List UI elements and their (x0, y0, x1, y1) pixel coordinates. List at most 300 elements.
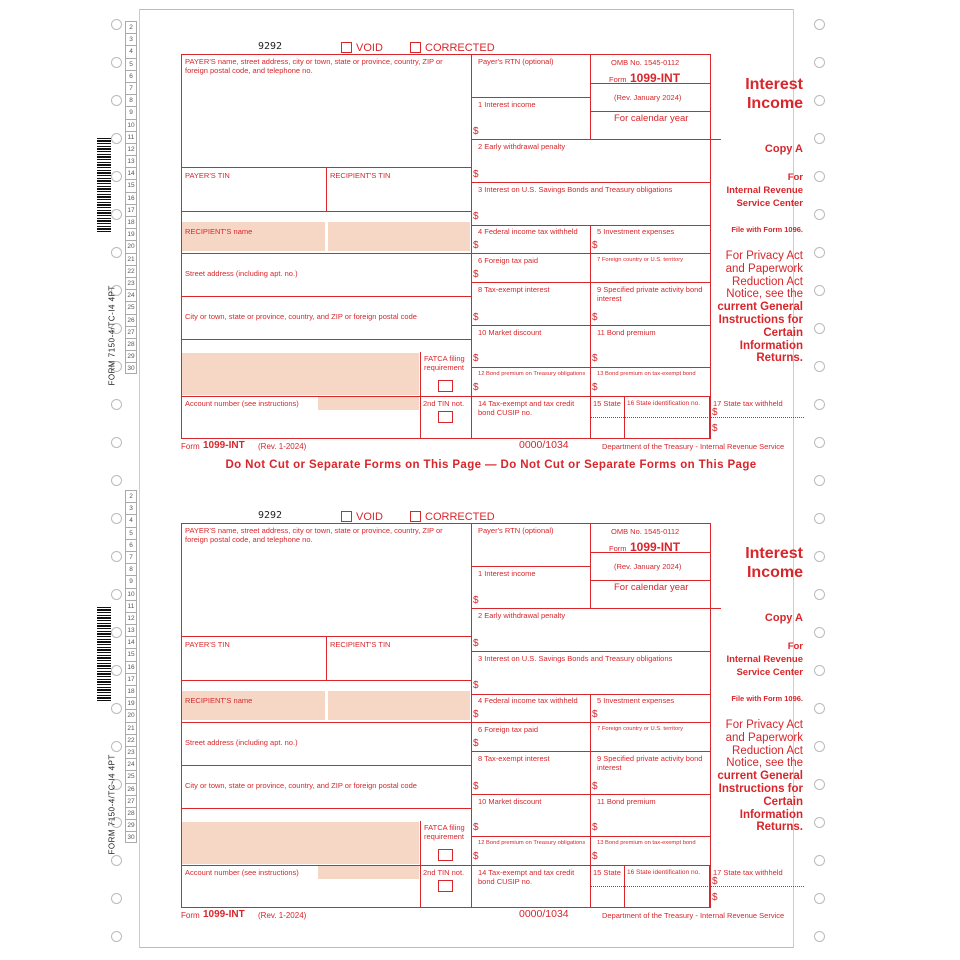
line-number: 8 (125, 563, 137, 575)
box16-label: 16 State identification no. (627, 869, 700, 876)
line-number: 19 (125, 697, 137, 709)
form-code: 9292 (258, 41, 283, 52)
line-number: 21 (125, 253, 137, 265)
divider (590, 694, 591, 908)
line-number: 24 (125, 758, 137, 770)
city-label: City or town, state or province, country, and ZIP or foreign postal code (185, 312, 417, 321)
box6-dollar: $ (473, 738, 479, 749)
tractor-hole (814, 627, 825, 638)
line-number: 21 (125, 722, 137, 734)
privacy-line: Instructions for (718, 313, 803, 326)
box9-dollar: $ (592, 312, 598, 323)
box3-label: 3 Interest on U.S. Savings Bonds and Treasury obligations (478, 654, 673, 663)
title-interest: Interest (745, 545, 803, 562)
box2-label: 2 Early withdrawal penalty (478, 611, 566, 620)
box8-dollar: $ (473, 312, 479, 323)
box5-label: 5 Investment expenses (597, 227, 675, 236)
street-label: Street address (including apt. no.) (185, 738, 298, 747)
line-number: 27 (125, 326, 137, 338)
account-shade (318, 397, 419, 410)
divider (471, 396, 711, 397)
rev-label: (Rev. January 2024) (614, 562, 682, 571)
box1-dollar: $ (473, 595, 479, 606)
tractor-hole (111, 95, 122, 106)
tin2-label: 2nd TIN not. (423, 868, 465, 877)
box17-dollar-1: $ (712, 407, 718, 418)
box7-label: 7 Foreign country or U.S. territory (597, 726, 684, 732)
tractor-hole (814, 323, 825, 334)
void-checkbox[interactable] (341, 42, 352, 53)
tin2-checkbox[interactable] (438, 411, 453, 423)
line-number: 30 (125, 831, 137, 843)
line-number: 7 (125, 551, 137, 563)
tractor-hole (814, 855, 825, 866)
tractor-hole (814, 133, 825, 144)
footer-form-prefix: Form (181, 442, 200, 451)
line-number: 20 (125, 709, 137, 721)
line-number: 18 (125, 216, 137, 228)
form-code: 9292 (258, 510, 283, 521)
box14-label: 14 Tax-exempt and tax credit bond CUSIP no. (478, 868, 575, 886)
divider (590, 523, 591, 608)
privacy-line: Instructions for (718, 782, 803, 795)
tractor-hole (111, 19, 122, 30)
line-number: 22 (125, 734, 137, 746)
payer-rtn-label: Payer's RTN (optional) (478, 57, 554, 66)
divider (471, 367, 711, 368)
divider (181, 636, 471, 637)
irs-line2: Service Center (736, 198, 803, 209)
line-number: 10 (125, 588, 137, 600)
side-form-code: FORM 7150-4/TC-I4 4PT (107, 754, 117, 855)
line-number: 27 (125, 795, 137, 807)
box5-label: 5 Investment expenses (597, 696, 675, 705)
divider (591, 886, 804, 887)
box4-label: 4 Federal income tax withheld (478, 227, 578, 236)
box13-dollar: $ (592, 382, 598, 393)
footer-rev: (Rev. 1-2024) (258, 442, 307, 451)
divider (471, 722, 711, 723)
line-number: 18 (125, 685, 137, 697)
form-name: 1099-INT (630, 71, 681, 85)
calendar-label: For calendar year (614, 113, 689, 124)
divider (181, 296, 471, 297)
city-label: City or town, state or province, country, and ZIP or foreign postal code (185, 781, 417, 790)
box8-label: 8 Tax-exempt interest (478, 754, 550, 763)
divider (471, 836, 711, 837)
divider (181, 211, 471, 212)
divider (471, 182, 711, 183)
file-with-label: File with Form 1096. (731, 694, 803, 703)
box3-dollar: $ (473, 680, 479, 691)
recipient-tin-label: RECIPIENT'S TIN (330, 171, 391, 180)
tractor-hole (111, 893, 122, 904)
omb-label: OMB No. 1545-0112 (611, 527, 680, 536)
line-number: 3 (125, 502, 137, 514)
line-number: 23 (125, 277, 137, 289)
irs-line1: Internal Revenue (726, 654, 803, 665)
divider (471, 253, 711, 254)
corrected-label: CORRECTED (425, 42, 495, 54)
divider (471, 794, 711, 795)
line-number: 7 (125, 82, 137, 94)
footer-cat: 0000/1034 (519, 439, 569, 451)
divider (471, 566, 590, 567)
line-number: 16 (125, 661, 137, 673)
box9-dollar: $ (592, 781, 598, 792)
divider (471, 523, 472, 908)
barcode (97, 607, 111, 702)
file-with-label: File with Form 1096. (731, 225, 803, 234)
privacy-line: Notice, see the (726, 288, 803, 301)
privacy-line: For Privacy Act (725, 719, 803, 731)
tractor-hole (814, 209, 825, 220)
footer-dept: Department of the Treasury - Internal Revenue Service (602, 911, 785, 920)
line-number: 17 (125, 673, 137, 685)
tractor-hole (814, 437, 825, 448)
line-number: 28 (125, 338, 137, 350)
box9-label: 9 Specified private activity bond interest (597, 285, 703, 303)
divider (471, 225, 711, 226)
box8-dollar: $ (473, 781, 479, 792)
tractor-hole (111, 551, 122, 562)
line-number: 15 (125, 648, 137, 660)
line-number: 15 (125, 179, 137, 191)
divider (181, 808, 471, 809)
payer-tin-label: PAYER'S TIN (185, 640, 230, 649)
privacy-line: For Privacy Act (725, 250, 803, 262)
title-income: Income (746, 95, 803, 112)
privacy-line: Information (739, 808, 803, 821)
for-label: For (787, 172, 803, 183)
divider (181, 765, 471, 766)
tractor-hole (814, 665, 825, 676)
divider (590, 111, 711, 112)
footer-form-prefix: Form (181, 911, 200, 920)
form-prefix: Form (609, 75, 627, 84)
box11-label: 11 Bond premium (597, 797, 656, 806)
tractor-hole (814, 285, 825, 296)
line-number: 5 (125, 527, 137, 539)
line-number: 26 (125, 783, 137, 795)
account-label: Account number (see instructions) (185, 868, 299, 877)
box5-dollar: $ (592, 709, 598, 720)
box4-dollar: $ (473, 240, 479, 251)
box10-dollar: $ (473, 822, 479, 833)
fatca-checkbox[interactable] (438, 380, 453, 392)
tractor-hole (814, 95, 825, 106)
line-number: 9 (125, 575, 137, 587)
recipient-name-label: RECIPIENT'S name (185, 227, 253, 236)
tractor-hole (111, 57, 122, 68)
privacy-line: current General (717, 301, 803, 314)
footer-form-name: 1099-INT (203, 909, 245, 920)
line-number: 13 (125, 155, 137, 167)
divider (471, 651, 711, 652)
line-number: 23 (125, 746, 137, 758)
side-form-code: FORM 7150-4/TC-I4 4PT (107, 285, 117, 386)
divider (181, 722, 471, 723)
box15-label: 15 State (593, 399, 621, 408)
privacy-line: Notice, see the (726, 757, 803, 770)
void-checkbox[interactable] (341, 511, 352, 522)
box11-dollar: $ (592, 822, 598, 833)
box7-label: 7 Foreign country or U.S. territory (597, 257, 684, 263)
divider (471, 282, 711, 283)
box13-label: 13 Bond premium on tax-exempt bond (597, 371, 696, 377)
box17-dollar-2: $ (712, 423, 718, 434)
barcode (97, 138, 111, 233)
line-number: 3 (125, 33, 137, 45)
shaded-area (182, 822, 419, 864)
box15-label: 15 State (593, 868, 621, 877)
privacy-line: Certain (763, 326, 803, 339)
title-interest: Interest (745, 76, 803, 93)
street-label: Street address (including apt. no.) (185, 269, 298, 278)
line-number: 16 (125, 192, 137, 204)
privacy-line: Information (739, 339, 803, 352)
tractor-hole (814, 589, 825, 600)
copy-label: Copy A (764, 612, 803, 624)
box12-dollar: $ (473, 382, 479, 393)
privacy-line: and Paperwork (725, 731, 803, 744)
tractor-hole (814, 399, 825, 410)
divider (471, 751, 711, 752)
payer-name-label: PAYER'S name, street address, city or town, state or province, country, ZIP or foreign postal code, and telephone no. (185, 57, 443, 75)
divider (471, 97, 590, 98)
tractor-hole (814, 817, 825, 828)
fatca-label: FATCA filing requirement (424, 354, 465, 372)
box17-dollar-1: $ (712, 876, 718, 887)
divider (471, 139, 721, 140)
box2-label: 2 Early withdrawal penalty (478, 142, 566, 151)
box11-label: 11 Bond premium (597, 328, 656, 337)
tractor-hole (111, 855, 122, 866)
privacy-notice (709, 250, 803, 365)
box2-dollar: $ (473, 638, 479, 649)
line-number: 11 (125, 600, 137, 612)
tractor-hole (111, 513, 122, 524)
line-number: 6 (125, 70, 137, 82)
box17-label: 17 State tax withheld (713, 868, 783, 877)
line-number: 29 (125, 819, 137, 831)
privacy-line: Returns. (756, 352, 803, 365)
tractor-hole (814, 171, 825, 182)
copy-label: Copy A (764, 143, 803, 155)
tractor-hole (111, 665, 122, 676)
tractor-hole (111, 247, 122, 258)
line-number: 14 (125, 636, 137, 648)
rev-label: (Rev. January 2024) (614, 93, 682, 102)
line-number: 22 (125, 265, 137, 277)
box6-label: 6 Foreign tax paid (478, 725, 539, 734)
box17-label: 17 State tax withheld (713, 399, 783, 408)
recipient-name-label: RECIPIENT'S name (185, 696, 253, 705)
form-prefix: Form (609, 544, 627, 553)
privacy-line: Reduction Act (732, 275, 803, 288)
tractor-hole (111, 931, 122, 942)
tin2-checkbox[interactable] (438, 880, 453, 892)
box12-label: 12 Bond premium on Treasury obligations (478, 840, 586, 846)
privacy-line: Returns. (756, 821, 803, 834)
corrected-label: CORRECTED (425, 511, 495, 523)
box9-label: 9 Specified private activity bond interest (597, 754, 703, 772)
box3-dollar: $ (473, 211, 479, 222)
line-number: 12 (125, 612, 137, 624)
box1-dollar: $ (473, 126, 479, 137)
box10-dollar: $ (473, 353, 479, 364)
recipient-tin-field[interactable] (328, 222, 470, 251)
box11-dollar: $ (592, 353, 598, 364)
irs-line2: Service Center (736, 667, 803, 678)
fatca-label: FATCA filing requirement (424, 823, 465, 841)
tractor-hole (814, 475, 825, 486)
tin2-label: 2nd TIN not. (423, 399, 465, 408)
tractor-hole (814, 19, 825, 30)
box13-dollar: $ (592, 851, 598, 862)
tractor-hole (111, 589, 122, 600)
line-number: 20 (125, 240, 137, 252)
line-number-column (125, 21, 137, 374)
tractor-hole (814, 931, 825, 942)
tractor-hole (111, 399, 122, 410)
line-number: 26 (125, 314, 137, 326)
tractor-hole (111, 209, 122, 220)
line-number-column (125, 490, 137, 843)
line-number: 13 (125, 624, 137, 636)
tractor-hole (814, 893, 825, 904)
box10-label: 10 Market discount (478, 797, 542, 806)
tractor-hole (814, 513, 825, 524)
box4-dollar: $ (473, 709, 479, 720)
line-number: 19 (125, 228, 137, 240)
divider (326, 636, 327, 680)
tractor-hole (111, 437, 122, 448)
payer-name-label: PAYER'S name, street address, city or town, state or province, country, ZIP or foreign postal code, and telephone no. (185, 526, 443, 544)
line-number: 2 (125, 21, 137, 33)
tractor-hole (814, 57, 825, 68)
divider (181, 680, 471, 681)
line-number: 12 (125, 143, 137, 155)
do-not-cut-notice: Do Not Cut or Separate Forms on This Page — Do Not Cut or Separate Forms on This Page (225, 459, 757, 471)
privacy-line: and Paperwork (725, 262, 803, 275)
tractor-hole (814, 779, 825, 790)
tractor-hole (111, 627, 122, 638)
shaded-area (182, 353, 419, 395)
box4-label: 4 Federal income tax withheld (478, 696, 578, 705)
divider (471, 54, 472, 439)
box1-label: 1 Interest income (478, 100, 536, 109)
box3-label: 3 Interest on U.S. Savings Bonds and Treasury obligations (478, 185, 673, 194)
tractor-hole (111, 171, 122, 182)
divider (181, 339, 471, 340)
calendar-label: For calendar year (614, 582, 689, 593)
line-number: 6 (125, 539, 137, 551)
box12-label: 12 Bond premium on Treasury obligations (478, 371, 586, 377)
divider (590, 54, 591, 139)
corrected-checkbox[interactable] (410, 42, 421, 53)
privacy-notice (709, 719, 803, 834)
line-number: 29 (125, 350, 137, 362)
irs-line1: Internal Revenue (726, 185, 803, 196)
box8-label: 8 Tax-exempt interest (478, 285, 550, 294)
box12-dollar: $ (473, 851, 479, 862)
line-number: 14 (125, 167, 137, 179)
line-number: 25 (125, 301, 137, 313)
omb-label: OMB No. 1545-0112 (611, 58, 680, 67)
tractor-hole (111, 133, 122, 144)
tractor-hole (111, 703, 122, 714)
divider (471, 608, 721, 609)
line-number: 11 (125, 131, 137, 143)
void-label: VOID (356, 511, 383, 523)
footer-cat: 0000/1034 (519, 908, 569, 920)
line-number: 28 (125, 807, 137, 819)
line-number: 4 (125, 45, 137, 57)
divider (471, 865, 711, 866)
tractor-hole (814, 551, 825, 562)
recipient-tin-label: RECIPIENT'S TIN (330, 640, 391, 649)
account-label: Account number (see instructions) (185, 399, 299, 408)
box6-dollar: $ (473, 269, 479, 280)
form-name: 1099-INT (630, 540, 681, 554)
privacy-line: Certain (763, 795, 803, 808)
payer-tin-label: PAYER'S TIN (185, 171, 230, 180)
tractor-hole (814, 361, 825, 372)
payer-rtn-label: Payer's RTN (optional) (478, 526, 554, 535)
privacy-line: Reduction Act (732, 744, 803, 757)
tractor-hole (814, 703, 825, 714)
left-tractor-strip (95, 9, 140, 948)
divider (590, 225, 591, 439)
divider (326, 167, 327, 211)
divider (471, 694, 711, 695)
privacy-line: current General (717, 770, 803, 783)
line-number: 30 (125, 362, 137, 374)
line-number: 24 (125, 289, 137, 301)
footer-dept: Department of the Treasury - Internal Revenue Service (602, 442, 785, 451)
recipient-tin-field[interactable] (328, 691, 470, 720)
box5-dollar: $ (592, 240, 598, 251)
box2-dollar: $ (473, 169, 479, 180)
line-number: 2 (125, 490, 137, 502)
corrected-checkbox[interactable] (410, 511, 421, 522)
line-number: 5 (125, 58, 137, 70)
divider (590, 580, 711, 581)
divider (181, 253, 471, 254)
footer-rev: (Rev. 1-2024) (258, 911, 307, 920)
void-label: VOID (356, 42, 383, 54)
box16-label: 16 State identification no. (627, 400, 700, 407)
box1-label: 1 Interest income (478, 569, 536, 578)
line-number: 4 (125, 514, 137, 526)
box10-label: 10 Market discount (478, 328, 542, 337)
fatca-checkbox[interactable] (438, 849, 453, 861)
title-income: Income (746, 564, 803, 581)
line-number: 8 (125, 94, 137, 106)
line-number: 17 (125, 204, 137, 216)
divider (471, 325, 711, 326)
footer-form-name: 1099-INT (203, 440, 245, 451)
box6-label: 6 Foreign tax paid (478, 256, 539, 265)
line-number: 10 (125, 119, 137, 131)
divider (591, 417, 804, 418)
tractor-hole (814, 247, 825, 258)
tractor-hole (814, 741, 825, 752)
for-label: For (787, 641, 803, 652)
divider (181, 167, 471, 168)
box13-label: 13 Bond premium on tax-exempt bond (597, 840, 696, 846)
